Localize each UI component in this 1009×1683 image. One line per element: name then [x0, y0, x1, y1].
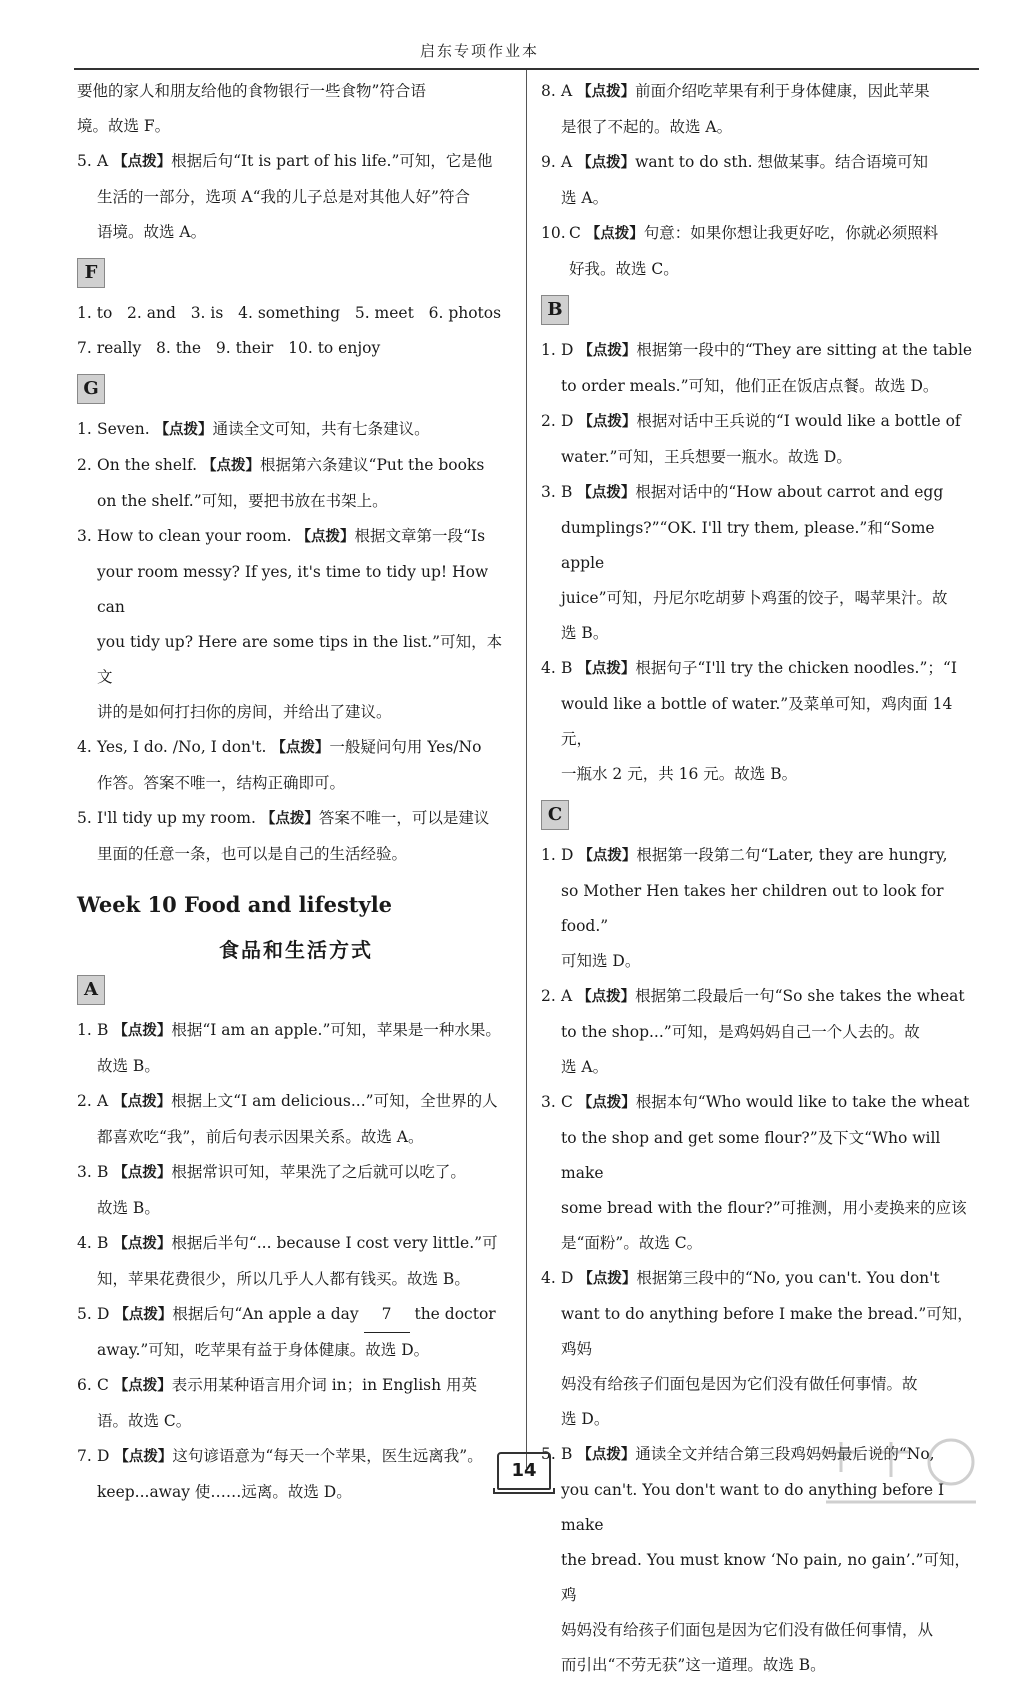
item-line: 都喜欢吃“我”，前后句表示因果关系。故选 A。	[97, 1128, 424, 1146]
hint-tag: 【点拨】	[154, 422, 213, 438]
hint-tag: 【点拨】	[113, 1378, 172, 1394]
hint-tag: 【点拨】	[577, 485, 636, 501]
section-a-items-continued	[541, 74, 981, 287]
hint-tag: 【点拨】	[114, 1307, 173, 1323]
item-number: 7.	[77, 1447, 92, 1465]
item-line: 语境。故选 A。	[97, 223, 207, 241]
hint-tag: 【点拨】	[578, 343, 637, 359]
item-line: 可知选 D。	[561, 952, 641, 970]
hint-tag: 【点拨】	[113, 154, 172, 170]
item-number: 3.	[77, 527, 92, 545]
item-line: D 【点拨】根据第一段第二句“Later, they are hungry,	[561, 846, 948, 864]
hint-tag: 【点拨】	[114, 1449, 173, 1465]
section-b-items	[541, 333, 981, 792]
section-label-c: C	[541, 800, 569, 830]
item-line: D 【点拨】根据对话中王兵说的“I would like a bottle of	[561, 412, 961, 430]
item-line: to the shop and get some flour?”及下文“Who will make	[561, 1129, 941, 1182]
item-line: C 【点拨】根据本句“Who would like to take the wheat	[561, 1093, 970, 1111]
hint-tag: 【点拨】	[577, 1447, 636, 1463]
week-subtitle: 食品和生活方式	[219, 938, 373, 962]
item-line: B 【点拨】根据后半句“... because I cost very little.”可	[97, 1234, 498, 1252]
item-number: 3.	[541, 1093, 556, 1111]
hint-tag: 【点拨】	[577, 1095, 636, 1111]
answer-item	[77, 1439, 515, 1510]
item-line: dumplings?”“OK. I'll try them, please.”和“Some apple	[561, 519, 935, 572]
section-label-f: F	[77, 258, 105, 288]
answer-item	[77, 412, 515, 448]
column-divider	[526, 70, 527, 1468]
answer-item	[77, 801, 515, 872]
page-header	[74, 28, 979, 70]
watermark-logo	[811, 1432, 991, 1522]
item-line: I'll tidy up my room. 【点拨】答案不唯一，可以是建议	[97, 809, 490, 827]
item-line: you tidy up? Here are some tips in the list.”可知，本文	[97, 633, 503, 686]
item-number: 4.	[77, 1234, 92, 1252]
item-line: 是很了不起的。故选 A。	[561, 118, 733, 136]
item-line: 而引出“不劳无获”这一道理。故选 B。	[561, 1656, 826, 1674]
item-line: you can't. You don't want to do anything before I make	[561, 1481, 945, 1534]
item-line: 作答。答案不唯一，结构正确即可。	[97, 774, 346, 792]
section-e-items	[77, 144, 515, 250]
section-g-items	[77, 412, 515, 872]
item-line: D 【点拨】这句谚语意为“每天一个苹果，医生远离我”。	[97, 1447, 483, 1465]
hint-tag: 【点拨】	[296, 529, 355, 545]
item-line: On the shelf. 【点拨】根据第六条建议“Put the books	[97, 456, 485, 474]
answer-item	[541, 145, 981, 216]
item-line: Yes, I do. /No, I don't. 【点拨】一般疑问句用 Yes/No	[97, 738, 482, 756]
item-number: 4.	[541, 659, 556, 677]
item-line: 妈妈没有给孩子们面包是因为它们没有做任何事情，从	[561, 1621, 934, 1639]
item-number: 2.	[541, 412, 556, 430]
item-line: 生活的一部分，选项 A“我的儿子总是对其他人好”符合	[97, 188, 470, 206]
item-line: 选 A。	[561, 1058, 609, 1076]
hint-tag: 【点拨】	[260, 811, 319, 827]
answer-item	[541, 404, 981, 475]
answer-item	[77, 1013, 515, 1084]
item-line: want to do anything before I make the bread.”可知，鸡妈	[561, 1305, 973, 1358]
hint-tag: 【点拨】	[113, 1165, 172, 1181]
item-number: 3.	[77, 1163, 92, 1181]
hint-tag: 【点拨】	[578, 414, 637, 430]
hint-tag: 【点拨】	[578, 1271, 637, 1287]
f-answers-row: 7. really 8. the 9. their 10. to enjoy	[77, 339, 381, 357]
item-line: the bread. You must know ‘No pain, no gain’.”可知，鸡	[561, 1551, 970, 1604]
answer-item	[77, 730, 515, 801]
header-title: 启东专项作业本	[419, 42, 539, 60]
item-line: water.”可知，王兵想要一瓶水。故选 D。	[561, 448, 852, 466]
answer-item	[77, 1368, 515, 1439]
item-line: 是“面粉”。故选 C。	[561, 1234, 703, 1252]
item-line: B 【点拨】根据常识可知，苹果洗了之后就可以吃了。	[97, 1163, 466, 1181]
answer-item	[541, 1261, 981, 1437]
f-answers-row: 1. to 2. and 3. is 4. something 5. meet 6. photos	[77, 304, 502, 322]
item-line: D 【点拨】根据后句“An apple a day 7 the doctor	[97, 1297, 515, 1333]
item-line: C 【点拨】表示用某种语言用介词 in；in English 用英	[97, 1376, 478, 1394]
item-number: 2.	[541, 987, 556, 1005]
item-number: 1.	[541, 341, 556, 359]
answer-item	[77, 1226, 515, 1297]
item-line: B 【点拨】通读全文并结合第三段鸡妈妈最后说的“No,	[561, 1445, 935, 1463]
left-column	[77, 74, 515, 1510]
hint-tag: 【点拨】	[577, 84, 636, 100]
item-line: 故选 B。	[97, 1057, 160, 1075]
item-line: juice”可知，丹尼尔吃胡萝卜鸡蛋的饺子，喝苹果汁。故	[561, 589, 948, 607]
answer-item	[541, 216, 981, 287]
answer-item	[541, 979, 981, 1085]
item-line: D 【点拨】根据第一段中的“They are sitting at the table	[561, 341, 973, 359]
item-number: 3.	[541, 483, 556, 501]
item-number: 5.	[77, 1305, 92, 1323]
item-number: 5.	[541, 1445, 556, 1463]
item-line: 里面的任意一条，也可以是自己的生活经验。	[97, 845, 408, 863]
item-line: 语。故选 C。	[97, 1412, 192, 1430]
item-number: 2.	[77, 456, 92, 474]
hint-tag: 【点拨】	[202, 458, 261, 474]
intro-line: 要他的家人和朋友给他的食物银行一些食物”符合语	[77, 82, 426, 100]
item-number: 8.	[541, 82, 556, 100]
page-number: 14	[497, 1452, 551, 1490]
answer-item	[541, 475, 981, 651]
item-line: C 【点拨】句意：如果你想让我更好吃，你就必须照料	[569, 224, 939, 242]
item-line: How to clean your room. 【点拨】根据文章第一段“Is	[97, 527, 486, 545]
item-number: 1.	[77, 1021, 92, 1039]
item-number: 6.	[77, 1376, 92, 1394]
hint-tag: 【点拨】	[113, 1236, 172, 1252]
item-line: A 【点拨】根据后句“It is part of his life.”可知，它是他	[97, 152, 493, 170]
item-line: A 【点拨】根据第二段最后一句“So she takes the wheat	[561, 987, 965, 1005]
item-line: your room messy? If yes, it's time to tidy up! How can	[97, 563, 489, 616]
answer-item	[77, 519, 515, 730]
item-line: 妈没有给孩子们面包是因为它们没有做任何事情。故	[561, 1375, 918, 1393]
section-a-items	[77, 1013, 515, 1510]
section-label-g: G	[77, 374, 105, 404]
item-line: B 【点拨】根据句子“I'll try the chicken noodles.”；“I	[561, 659, 957, 677]
blank-number: 7	[364, 1297, 410, 1333]
item-line: 选 A。	[561, 189, 609, 207]
answer-item	[77, 448, 515, 519]
hint-tag: 【点拨】	[577, 155, 636, 171]
item-line: 知，苹果花费很少，所以几乎人人都有钱买。故选 B。	[97, 1270, 470, 1288]
item-line: 选 D。	[561, 1410, 610, 1428]
answer-item	[77, 1084, 515, 1155]
hint-tag: 【点拨】	[577, 661, 636, 677]
answer-item	[77, 1297, 515, 1368]
answer-item	[541, 333, 981, 404]
intro-line: 境。故选 F。	[77, 117, 171, 135]
item-number: 5.	[77, 809, 92, 827]
hint-tag: 【点拨】	[113, 1023, 172, 1039]
item-number: 4.	[77, 738, 92, 756]
hint-tag: 【点拨】	[577, 989, 636, 1005]
answer-item	[77, 1155, 515, 1226]
week-title: Week 10 Food and lifestyle	[77, 892, 393, 917]
item-line: 故选 B。	[97, 1199, 160, 1217]
item-number: 5.	[77, 152, 92, 170]
item-line: away.”可知，吃苹果有益于身体健康。故选 D。	[97, 1341, 430, 1359]
item-line: on the shelf.”可知，要把书放在书架上。	[97, 492, 388, 510]
item-line: keep...away 使……远离。故选 D。	[97, 1483, 352, 1501]
answer-item	[77, 144, 515, 250]
section-c-items	[541, 838, 981, 1683]
item-number: 1.	[541, 846, 556, 864]
answer-item	[541, 838, 981, 979]
item-line: D 【点拨】根据第三段中的“No, you can't. You don't	[561, 1269, 940, 1287]
section-label-b: B	[541, 295, 569, 325]
item-line: A 【点拨】根据上文“I am delicious...”可知，全世界的人	[97, 1092, 498, 1110]
item-line: to order meals.”可知，他们正在饭店点餐。故选 D。	[561, 377, 939, 395]
item-line: B 【点拨】根据“I am an apple.”可知，苹果是一种水果。	[97, 1021, 501, 1039]
item-line: 讲的是如何打扫你的房间，并给出了建议。	[97, 703, 392, 721]
item-line: 选 B。	[561, 624, 609, 642]
hint-tag: 【点拨】	[578, 848, 637, 864]
answer-item	[541, 1085, 981, 1261]
item-line: B 【点拨】根据对话中的“How about carrot and egg	[561, 483, 944, 501]
answer-item	[541, 74, 981, 145]
item-number: 4.	[541, 1269, 556, 1287]
item-number: 9.	[541, 153, 556, 171]
item-line: A 【点拨】want to do sth. 想做某事。结合语境可知	[561, 153, 928, 171]
item-line: some bread with the flour?”可推测，用小麦换来的应该	[561, 1199, 967, 1217]
item-line: 好我。故选 C。	[569, 260, 679, 278]
answer-item	[541, 651, 981, 792]
item-line: would like a bottle of water.”及菜单可知，鸡肉面 14 元，	[561, 695, 953, 748]
item-number: 2.	[77, 1092, 92, 1110]
item-line: so Mother Hen takes her children out to look for food.”	[561, 882, 944, 935]
item-line: to the shop...”可知，是鸡妈妈自己一个人去的。故	[561, 1023, 920, 1041]
item-number: 10.	[541, 224, 566, 242]
item-line: 一瓶水 2 元，共 16 元。故选 B。	[561, 765, 798, 783]
item-line: A 【点拨】前面介绍吃苹果有利于身体健康，因此苹果	[561, 82, 930, 100]
item-number: 1.	[77, 420, 92, 438]
hint-tag: 【点拨】	[585, 226, 644, 242]
hint-tag: 【点拨】	[271, 740, 330, 756]
hint-tag: 【点拨】	[113, 1094, 172, 1110]
item-line: Seven. 【点拨】通读全文可知，共有七条建议。	[97, 420, 430, 438]
section-label-a: A	[77, 975, 105, 1005]
